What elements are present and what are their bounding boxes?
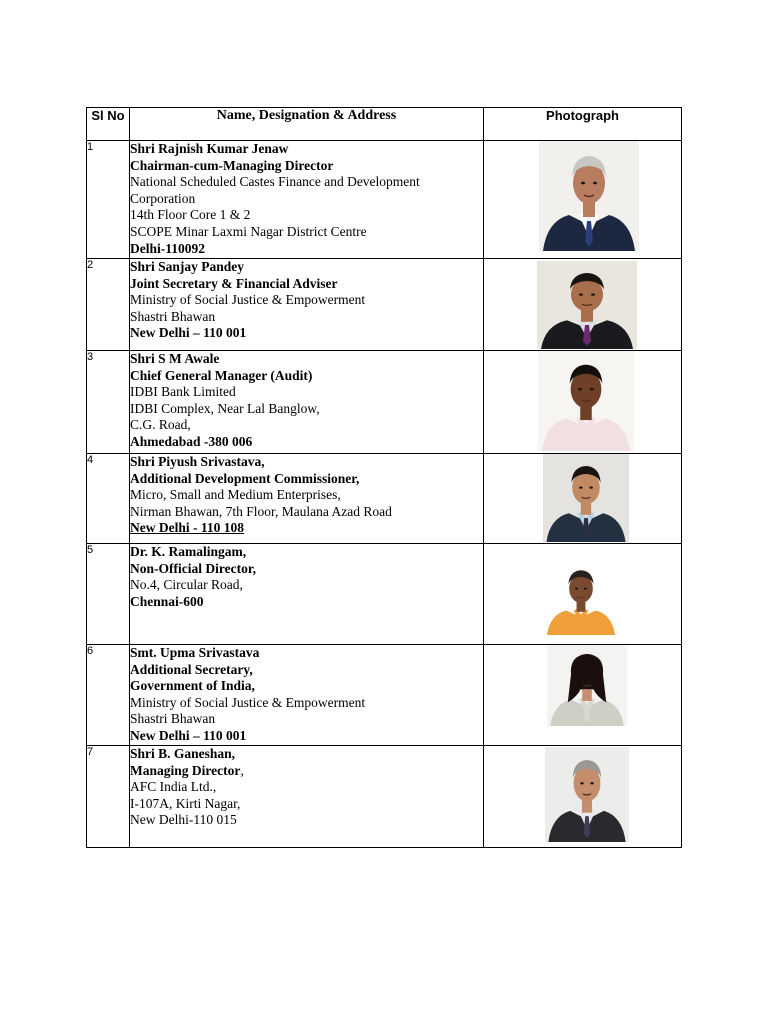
designation-line: [130, 763, 483, 780]
row-sl-no: 5: [87, 544, 130, 645]
table-row: [87, 746, 682, 848]
address-line: I-107A, Kirti Nagar,: [130, 795, 241, 811]
person-name: Shri Rajnish Kumar Jenaw: [130, 141, 289, 156]
designation-suffix: ,: [240, 762, 244, 778]
city-pincode: New Delhi – 110 001: [130, 727, 247, 743]
person-name: Dr. K. Ramalingam,: [130, 544, 247, 559]
person-name: Shri S M Awale: [130, 351, 220, 366]
row-photograph: [484, 746, 682, 848]
portrait-photo: [544, 560, 618, 635]
city-pincode: New Delhi – 110 001: [130, 325, 247, 341]
address-line: IDBI Bank Limited: [130, 384, 236, 400]
row-details: [130, 454, 484, 544]
row-sl-no: 2: [87, 259, 130, 351]
row-sl-no: 1: [87, 141, 130, 259]
designation-secondary: Government of India,: [130, 678, 255, 694]
address-line: IDBI Complex, Near Lal Banglow,: [130, 400, 320, 416]
designation: Managing Director: [130, 762, 241, 778]
city-pincode: Delhi-110092: [130, 240, 206, 256]
header-sl-no: Sl No: [87, 108, 130, 141]
designation: Non-Official Director,: [130, 560, 256, 576]
address-line: Shastri Bhawan: [130, 308, 216, 324]
designation: Additional Development Commissioner,: [130, 470, 360, 486]
row-photograph: [484, 645, 682, 746]
row-photograph: [484, 351, 682, 454]
row-details: [130, 351, 484, 454]
row-details: [130, 544, 484, 645]
table-header-row: [87, 108, 682, 141]
address-line: National Scheduled Castes Finance and Development: [130, 174, 420, 190]
designation: Chief General Manager (Audit): [130, 367, 313, 383]
row-sl-no: 3: [87, 351, 130, 454]
row-details: [130, 746, 484, 848]
address-line: Corporation: [130, 190, 196, 206]
row-details: [130, 141, 484, 259]
row-sl-no: 4: [87, 454, 130, 544]
address-line: Nirman Bhawan, 7th Floor, Maulana Azad Road: [130, 503, 392, 519]
table-row: [87, 645, 682, 746]
person-name: Shri Sanjay Pandey: [130, 259, 245, 274]
designation: Additional Secretary,: [130, 661, 253, 677]
person-name: Shri Piyush Srivastava,: [130, 454, 265, 469]
address-line: Ministry of Social Justice & Empowerment: [130, 694, 366, 710]
portrait-photo: [547, 645, 627, 726]
table-row: [87, 259, 682, 351]
address-line: No.4, Circular Road,: [130, 577, 243, 593]
portrait-photo: [539, 141, 639, 251]
portrait-photo: [543, 454, 629, 542]
portrait-photo: [537, 261, 637, 349]
row-photograph: [484, 454, 682, 544]
address-line: 14th Floor Core 1 & 2: [130, 207, 251, 223]
person-name: Smt. Upma Srivastava: [130, 645, 260, 660]
row-sl-no: 6: [87, 645, 130, 746]
designation: Chairman-cum-Managing Director: [130, 157, 334, 173]
address-line: AFC India Ltd.,: [130, 779, 217, 795]
table-row: [87, 454, 682, 544]
address-line: New Delhi-110 015: [130, 812, 237, 828]
city-pincode: Ahmedabad -380 006: [130, 433, 253, 449]
directors-table: [86, 107, 682, 848]
city-pincode: New Delhi - 110 108: [130, 520, 244, 536]
table-row: [87, 141, 682, 259]
header-photograph: Photograph: [484, 108, 682, 141]
portrait-photo: [545, 747, 629, 842]
row-photograph: [484, 141, 682, 259]
address-line: Ministry of Social Justice & Empowerment: [130, 292, 366, 308]
address-line: C.G. Road,: [130, 417, 191, 433]
header-name-designation-address: Name, Designation & Address: [130, 108, 484, 141]
table-row: [87, 544, 682, 645]
address-line: Shastri Bhawan: [130, 711, 216, 727]
table-row: [87, 351, 682, 454]
portrait-photo: [538, 351, 634, 451]
designation: Joint Secretary & Financial Adviser: [130, 275, 338, 291]
row-details: [130, 259, 484, 351]
row-photograph: [484, 544, 682, 645]
address-line: Micro, Small and Medium Enterprises,: [130, 487, 341, 503]
row-photograph: [484, 259, 682, 351]
person-name: Shri B. Ganeshan,: [130, 746, 236, 761]
address-line: SCOPE Minar Laxmi Nagar District Centre: [130, 223, 367, 239]
row-details: [130, 645, 484, 746]
row-sl-no: 7: [87, 746, 130, 848]
table-body: [87, 141, 682, 848]
city-pincode: Chennai-600: [130, 593, 204, 609]
